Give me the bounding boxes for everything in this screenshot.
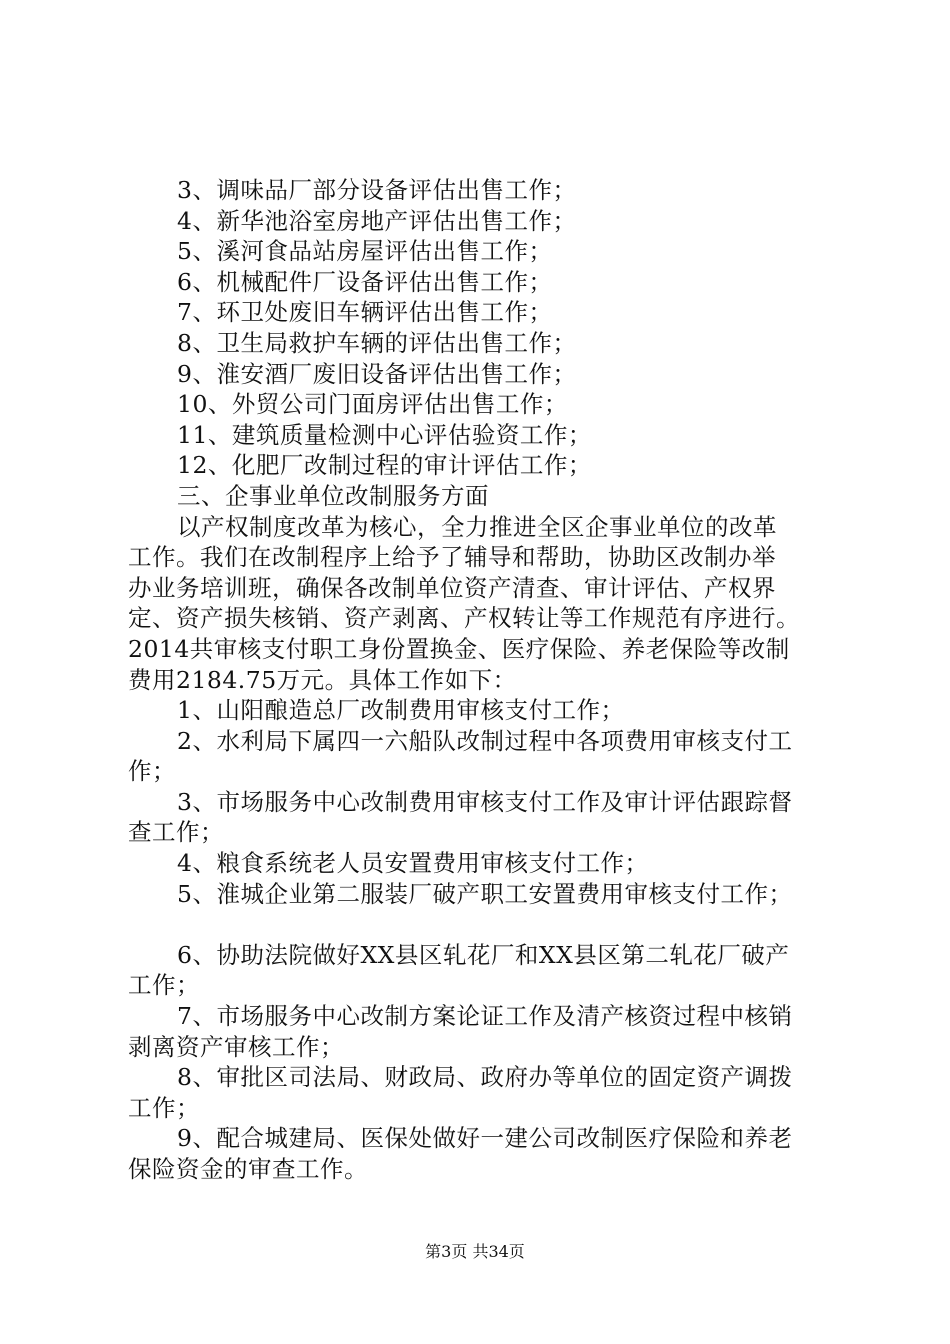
paragraph-line: 办业务培训班，确保各改制单位资产清查、审计评估、产权界 (128, 573, 776, 602)
text-line: 9、淮安酒厂废旧设备评估出售工作； (177, 359, 577, 388)
text-line: 1、山阳酿造总厂改制费用审核支付工作； (177, 696, 625, 725)
text-line: 4、新华池浴室房地产评估出售工作； (177, 206, 577, 235)
text-line: 11、建筑质量检测中心评估验资工作； (177, 420, 592, 449)
text-line: 6、协助法院做好XX县区轧花厂和XX县区第二轧花厂破产 (177, 940, 790, 969)
text-line: 4、粮食系统老人员安置费用审核支付工作； (177, 849, 649, 878)
paragraph-line: 2014共审核支付职工身份置换金、医疗保险、养老保险等改制 (128, 634, 790, 663)
text-line: 保险资金的审查工作。 (128, 1155, 368, 1183)
text-line: 查工作； (128, 818, 224, 847)
text-line: 9、配合城建局、医保处做好一建公司改制医疗保险和养老 (177, 1124, 793, 1153)
text-line: 12、化肥厂改制过程的审计评估工作； (177, 451, 592, 480)
paragraph-line: 工作。我们在改制程序上给予了辅导和帮助，协助区改制办举 (128, 543, 776, 572)
text-line: 6、机械配件厂设备评估出售工作； (177, 267, 553, 296)
text-line: 3、调味品厂部分设备评估出售工作； (177, 176, 577, 204)
text-line: 3、市场服务中心改制费用审核支付工作及审计评估跟踪督 (177, 787, 793, 816)
text-line: 5、溪河食品站房屋评估出售工作； (177, 237, 553, 266)
text-line: 10、外贸公司门面房评估出售工作； (177, 390, 568, 419)
paragraph-line: 费用2184.75万元。具体工作如下： (128, 665, 517, 694)
text-line: 作； (128, 757, 176, 786)
text-line: 8、审批区司法局、财政局、政府办等单位的固定资产调拨 (177, 1063, 793, 1092)
text-line: 8、卫生局救护车辆的评估出售工作； (177, 328, 577, 357)
text-line: 剥离资产审核工作； (128, 1032, 344, 1061)
paragraph-line: 以产权制度改革为核心，全力推进全区企事业单位的改革 (177, 512, 777, 541)
text-line: 7、环卫处废旧车辆评估出售工作； (177, 298, 553, 327)
section-heading: 三、企事业单位改制服务方面 (177, 481, 489, 510)
text-line: 工作； (128, 971, 200, 1000)
text-line: 工作； (128, 1093, 200, 1122)
text-line: 2、水利局下属四一六船队改制过程中各项费用审核支付工 (177, 726, 793, 755)
text-line: 5、淮城企业第二服装厂破产职工安置费用审核支付工作； (177, 879, 793, 908)
paragraph-line: 定、资产损失核销、资产剥离、产权转让等工作规范有序进行。 (128, 604, 800, 633)
document-body (128, 175, 828, 1185)
page-number-footer: 第3页 共34页 (425, 1242, 525, 1261)
blank-line (128, 909, 828, 940)
text-line: 7、市场服务中心改制方案论证工作及清产核资过程中核销 (177, 1002, 793, 1031)
